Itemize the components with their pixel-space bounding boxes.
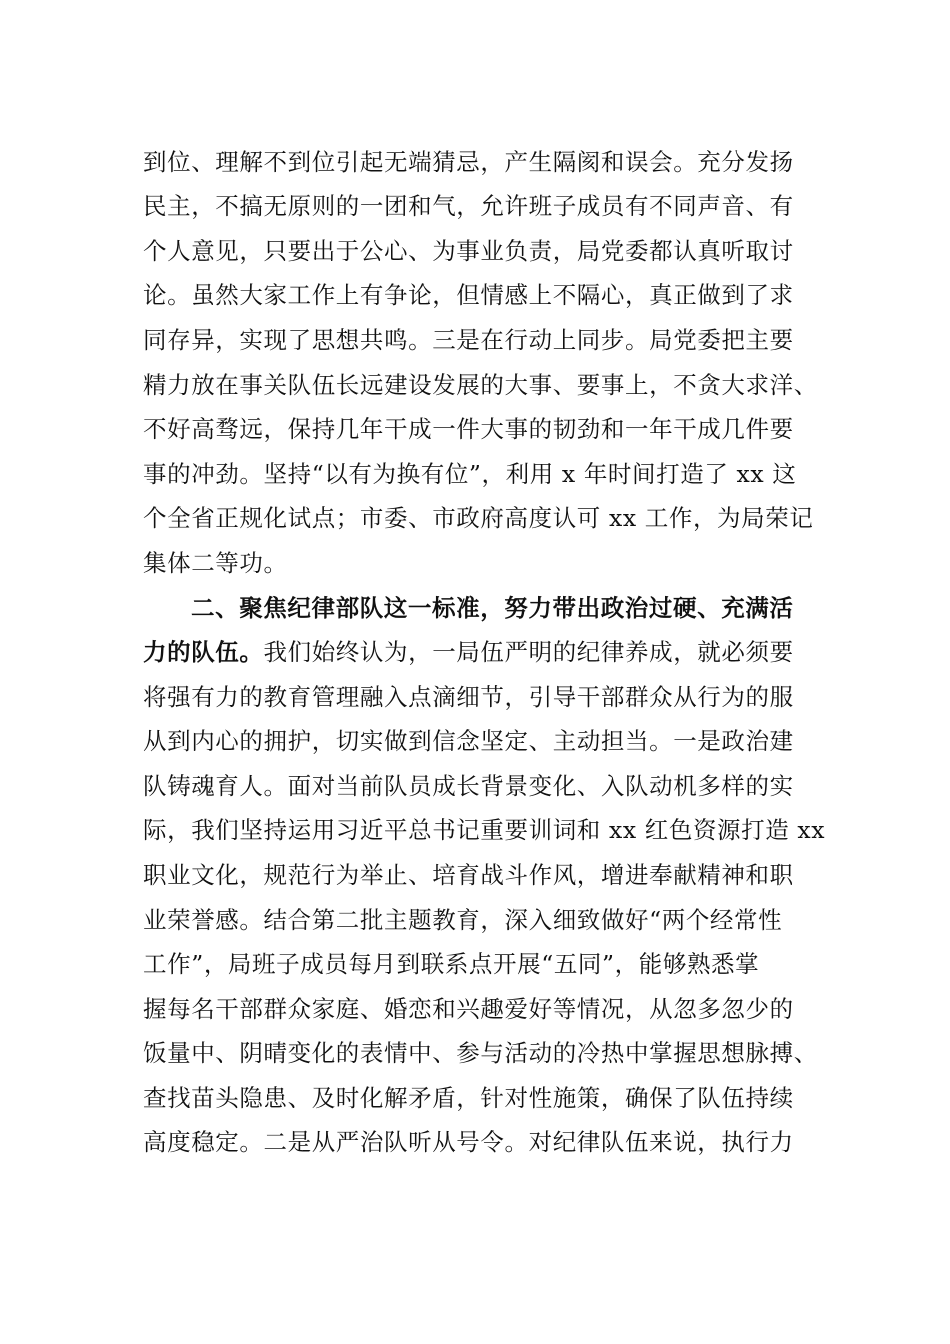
text-line: 将强有力的教育管理融入点滴细节，引导干部群众从行为的服 xyxy=(143,683,794,711)
text-line: 个人意见，只要出于公心、为事业负责，局党委都认真听取讨 xyxy=(143,237,794,265)
text-line: 业荣誉感。结合第二批主题教育，深入细致做好“两个经常性 xyxy=(143,906,783,934)
text-line xyxy=(143,637,794,667)
section-heading-end: 力的队伍。 xyxy=(143,638,264,666)
text-line: 到位、理解不到位引起无端猜忌，产生隔阂和误会。充分发扬 xyxy=(143,148,794,176)
text-line: 不好高骛远，保持几年干成一件大事的韧劲和一年干成几件要 xyxy=(143,415,794,443)
text-line: 民主，不搞无原则的一团和气，允许班子成员有不同声音、有 xyxy=(143,192,794,220)
text-line: 从到内心的拥护，切实做到信念坚定、主动担当。一是政治建 xyxy=(143,727,794,755)
text-line: 个全省正规化试点；市委、市政府高度认可 xx 工作，为局荣记 xyxy=(143,504,814,532)
text-line: 际，我们坚持运用习近平总书记重要训词和 xx 红色资源打造 xx xyxy=(143,816,826,844)
text-line-rest: 我们始终认为，一局伍严明的纪律养成，就必须要 xyxy=(263,638,794,666)
text-line: 集体二等功。 xyxy=(143,549,288,577)
text-line: 握每名干部群众家庭、婚恋和兴趣爱好等情况，从忽多忽少的 xyxy=(143,995,794,1023)
text-line: 论。虽然大家工作上有争论，但情感上不隔心，真正做到了求 xyxy=(143,281,794,309)
text-line: 查找苗头隐患、及时化解矛盾，针对性施策，确保了队伍持续 xyxy=(143,1084,794,1112)
text-line: 职业文化，规范行为举止、培育战斗作风，增进奉献精神和职 xyxy=(143,861,794,889)
text-line: 事的冲劲。坚持“以有为换有位”，利用 x 年时间打造了 xx 这 xyxy=(143,460,797,488)
text-line: 工作”，局班子成员每月到联系点开展“五同”，能够熟悉掌 xyxy=(143,950,760,978)
text-line: 同存异，实现了思想共鸣。三是在行动上同步。局党委把主要 xyxy=(143,326,794,354)
text-line: 饭量中、阴晴变化的表情中、参与活动的冷热中掌握思想脉搏、 xyxy=(143,1039,818,1067)
text-line: 队铸魂育人。面对当前队员成长背景变化、入队动机多样的实 xyxy=(143,772,794,800)
text-line: 精力放在事关队伍长远建设发展的大事、要事上，不贪大求洋、 xyxy=(143,371,818,399)
section-heading: 二、聚焦纪律部队这一标准，努力带出政治过硬、充满活 xyxy=(191,594,794,622)
text-line: 高度稳定。二是从严治队听从号令。对纪律队伍来说，执行力 xyxy=(143,1128,794,1156)
